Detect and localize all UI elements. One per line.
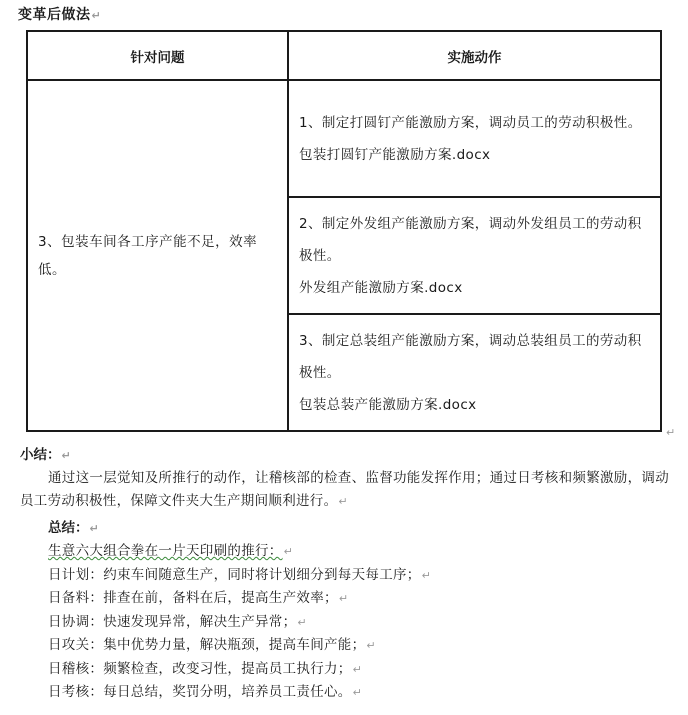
action-cell bbox=[288, 197, 661, 314]
summary-section: 小结：↵ 通过这一层觉知及所推行的动作，让稽核部的检查、监督功能发挥作用；通过日考核和频繁激励，调动员工劳动积极性，保障文件夹大生产期间顺利进行。↵ bbox=[20, 447, 669, 509]
col-header-issue: 针对问题 bbox=[27, 31, 288, 80]
issue-cell: 3、包装车间各工序产能不足，效率低。 bbox=[27, 80, 288, 431]
action-plan-table bbox=[26, 30, 662, 432]
list-item: 生意六大组合拳在一片天印刷的推行：↵ bbox=[48, 543, 294, 559]
conclusion-section: 总结：↵ 生意六大组合拳在一片天印刷的推行：↵ 日计划：约束车间随意生产，同时将计划细分到每天每工序；↵ 日备料：排查在前，备料在后，提高生产效率；↵ 日协调：快速发现异常，解决生产异常；↵ 日攻关：集中优势力量，解决瓶颈，提高车间产能；↵ 日稽核：频繁检查，改变习性，提高员工执行力；↵ 日考核：每日总结，奖罚分明，培养员工责任心。↵ bbox=[48, 517, 668, 705]
conclusion-label: 总结： bbox=[48, 520, 89, 536]
attachment-link[interactable]: 包装总装产能激励方案.docx bbox=[299, 396, 477, 413]
action-text: 1、制定打圆钉产能激励方案，调动员工的劳动积极性。 bbox=[299, 114, 642, 131]
table-row bbox=[27, 80, 661, 197]
paragraph-mark: ↵ bbox=[666, 426, 676, 439]
table-header-row bbox=[27, 31, 661, 80]
action-cell bbox=[288, 314, 661, 431]
action-cell bbox=[288, 80, 661, 197]
action-text: 3、制定总装组产能激励方案，调动总装组员工的劳动积极性。 bbox=[299, 332, 642, 381]
list-item: 日稽核：频繁检查，改变习性，提高员工执行力；↵ bbox=[48, 660, 363, 677]
attachment-link[interactable]: 包装打圆钉产能激励方案.docx bbox=[299, 146, 491, 163]
action-text: 2、制定外发组产能激励方案，调动外发组员工的劳动积极性。 bbox=[299, 215, 642, 264]
summary-label: 小结： bbox=[20, 447, 61, 463]
list-item: 日协调：快速发现异常，解决生产异常；↵ bbox=[48, 613, 307, 630]
attachment-link[interactable]: 外发组产能激励方案.docx bbox=[299, 279, 463, 296]
section-heading: 变革后做法↵ bbox=[18, 7, 102, 23]
list-item: 日备料：排查在前，备料在后，提高生产效率；↵ bbox=[48, 590, 349, 606]
summary-text: 通过这一层觉知及所推行的动作，让稽核部的检查、监督功能发挥作用；通过日考核和频繁激励，调动员工劳动积极性，保障文件夹大生产期间顺利进行。 bbox=[20, 470, 669, 509]
list-item: 日考核：每日总结，奖罚分明，培养员工责任心。↵ bbox=[48, 684, 363, 700]
list-item: 日计划：约束车间随意生产，同时将计划细分到每天每工序；↵ bbox=[48, 566, 432, 583]
col-header-action: 实施动作 bbox=[288, 31, 661, 80]
list-item: 日攻关：集中优势力量，解决瓶颈，提高车间产能；↵ bbox=[48, 637, 376, 653]
